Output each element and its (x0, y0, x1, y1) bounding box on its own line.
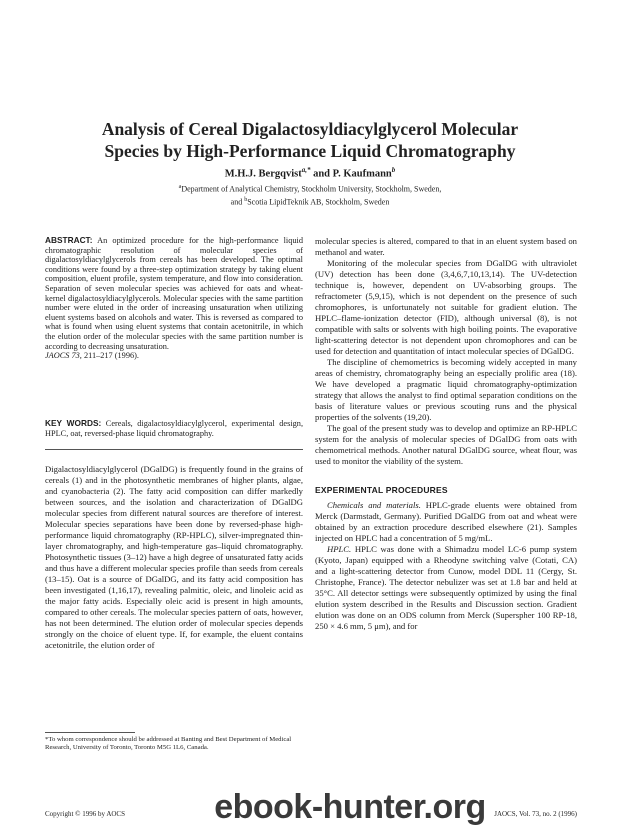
right-paragraph-3: The discipline of chemometrics is becoming widely accepted in many areas of chemistry, chromatography being an especially prolific area (18). We have developed a pragmatic liquid chromatography-optimization strategy that allows the analyst to find optimal separation conditions on the basis of literature values or previous scouting runs and the physical properties of the solvents (19,20). (315, 357, 577, 422)
author-2-affiliation-mark: b (391, 166, 396, 174)
paper-title (40, 118, 580, 162)
affiliation-b-prefix: and (230, 197, 245, 207)
copyright-line: Copyright © 1996 by AOCS (45, 810, 125, 818)
affiliation-b-text: Scotia LipidTeknik AB, Stockholm, Sweden (247, 197, 390, 207)
affiliations (40, 182, 580, 208)
paragraph-5-lead: Chemicals and materials. (327, 500, 421, 510)
author-1: M.H.J. Bergqvist (224, 168, 302, 180)
title-line-2: Species by High-Performance Liquid Chromatography (104, 141, 516, 161)
keywords-block (45, 419, 303, 438)
keywords-text: Cereals, digalactosyldiacylglycerol, experimental design, HPLC, oat, reversed-phase liquid chromatography. (45, 419, 304, 438)
paragraph-5-text: HPLC-grade eluents were obtained from Merck (Darmstadt, Germany). Purified DGalDG from oat and wheat were obtained by an extraction procedure described elsewhere (21). Samples injected on HPLC had a concentration of 5 mg/mL. (315, 500, 577, 543)
citation-rest: 211–217 (1996). (81, 351, 139, 361)
affiliation-b-mark: b (244, 197, 248, 204)
paragraph-6-lead: HPLC. (327, 544, 352, 554)
right-column (315, 236, 577, 632)
right-paragraph-2: Monitoring of the molecular species from DGalDG with ultraviolet (UV) detection has been done (3,4,6,7,10,13,14). The UV-detection technique is, however, dependent on UV-absorbing groups. The refractometer (5,9,15), which is not dependent on the presence of such chromophores, is unfortunately not suitable for gradient elution. The HPLC–flame-ionization detector (FID), although universal (8), is not compatible with salts or solvents with high boiling points. The evaporative light-scattering detector is not dependent upon chromophores and can be used for detection and quantitation of intact molecular species of DGalDG. (315, 258, 577, 356)
abstract-block (45, 236, 303, 361)
footnote-divider (45, 732, 135, 733)
right-paragraph-1: molecular species is altered, compared to that in an eluent system based on methanol and water. (315, 236, 577, 257)
abstract-citation (45, 351, 303, 361)
author-separator: and (310, 168, 333, 180)
section-heading: EXPERIMENTAL PROCEDURES (315, 485, 448, 495)
right-paragraph-5 (315, 500, 577, 544)
affiliation-a-mark: a (178, 184, 182, 190)
keywords-label: KEY WORDS: (45, 418, 102, 428)
abstract-label: ABSTRACT: (45, 235, 93, 245)
watermark: ebook-hunter.org (214, 788, 486, 826)
affiliation-b (40, 195, 580, 208)
right-paragraph-6 (315, 544, 577, 632)
right-paragraph-4: The goal of the present study was to develop and optimize an RP-HPLC system for the analysis of molecular species of DGalDG from oats with chemometrical methods. Another natural DGalDG source, wheat flour, was used to monitor the viability of the system. (315, 423, 577, 466)
title-line-1: Analysis of Cereal Digalactosyldiacylglycerol Molecular (101, 119, 519, 139)
affiliation-a-text: Department of Analytical Chemistry, Stockholm University, Stockholm, Sweden, (181, 184, 442, 194)
citation-journal: JAOCS 73, (45, 351, 82, 361)
paragraph-6-text: HPLC was done with a Shimadzu model LC-6 pump system (Kyoto, Japan) equipped with a Rheodyne switching valve (Cotati, CA) and a light-scattering detector from Cunow, model DDL 11 (Cergy, St. Christophe, France). The detector nebulizer was set at 1.8 bar and held at 35°C. All detector settings were subsequently optimized by using the final elution system described in the Results and Discussion section. Gradient elution was done on an ODS column from Merck (Superspher 100 RP-18, 250 × 4.6 mm, 5 μm), and for (315, 544, 577, 631)
author-1-affiliation-mark: a,* (301, 166, 311, 174)
affiliation-a (40, 182, 580, 195)
intro-paragraph: Digalactosyldiacylglycerol (DGalDG) is frequently found in the grains of cereals (1) and in the photosynthetic membranes of higher plants, algae, and cyanobacteria (2). The fatty acid composition can differ markedly between sources, and the isolation and characterization of DGalDG molecular species from different natural sources are therefore of interest. Molecular species separations have been done by reversed-phase high-performance liquid chromatography (RP-HPLC), silver-impregnated thin-layer chromatography, and high-temperature gas–liquid chromatography. Photosynthetic tissues (3–12) have a high degree of unsaturated fatty acids and thus have a different molecular species profile than seeds from cereals (13–15). Oat is a source of DGalDG, and its fatty acid composition has been investigated (1,16,17), revealing palmitic, oleic, and linoleic acid as the major fatty acids. Especially oleic acid is present in high amounts, compared to other cereals. The molecular species pattern of oats, however, has not been determined. The elution order of molecular species depends strongly on the choice of eluent type. If, for example, the eluent contains acetonitrile, the elution order of (45, 464, 303, 650)
author-list (40, 166, 580, 180)
journal-reference: JAOCS, Vol. 73, no. 2 (1996) (494, 810, 577, 818)
abstract-divider (45, 449, 303, 450)
correspondence-footnote: *To whom correspondence should be addressed at Banting and Best Department of Medical Research, University of Toronto, Toronto M5G 1L6, Canada. (45, 736, 292, 752)
abstract-text: An optimized procedure for the high-performance liquid chromatographic resolution of molecular species of digalactosyldiacylglycerols from cereals has been developed. The optimal conditions were found by a three-step optimization strategy by taking eluent composition, eluent profile, system temperature, and flow into consideration. Separation of seven molecular species was achieved for oats and wheat-kernel digalactosyldiacylglycerols. Molecular species with the same partition number were eluted in the order of increasing unsaturation when utilizing eluent systems based on alcohols and water. This is reversed as compared to what is found when using eluent systems that contain acetonitrile, in which the elution order of the molecular species with the same partition number is according to decreasing unsaturation. (45, 236, 303, 351)
author-2: P. Kaufmann (332, 168, 392, 180)
